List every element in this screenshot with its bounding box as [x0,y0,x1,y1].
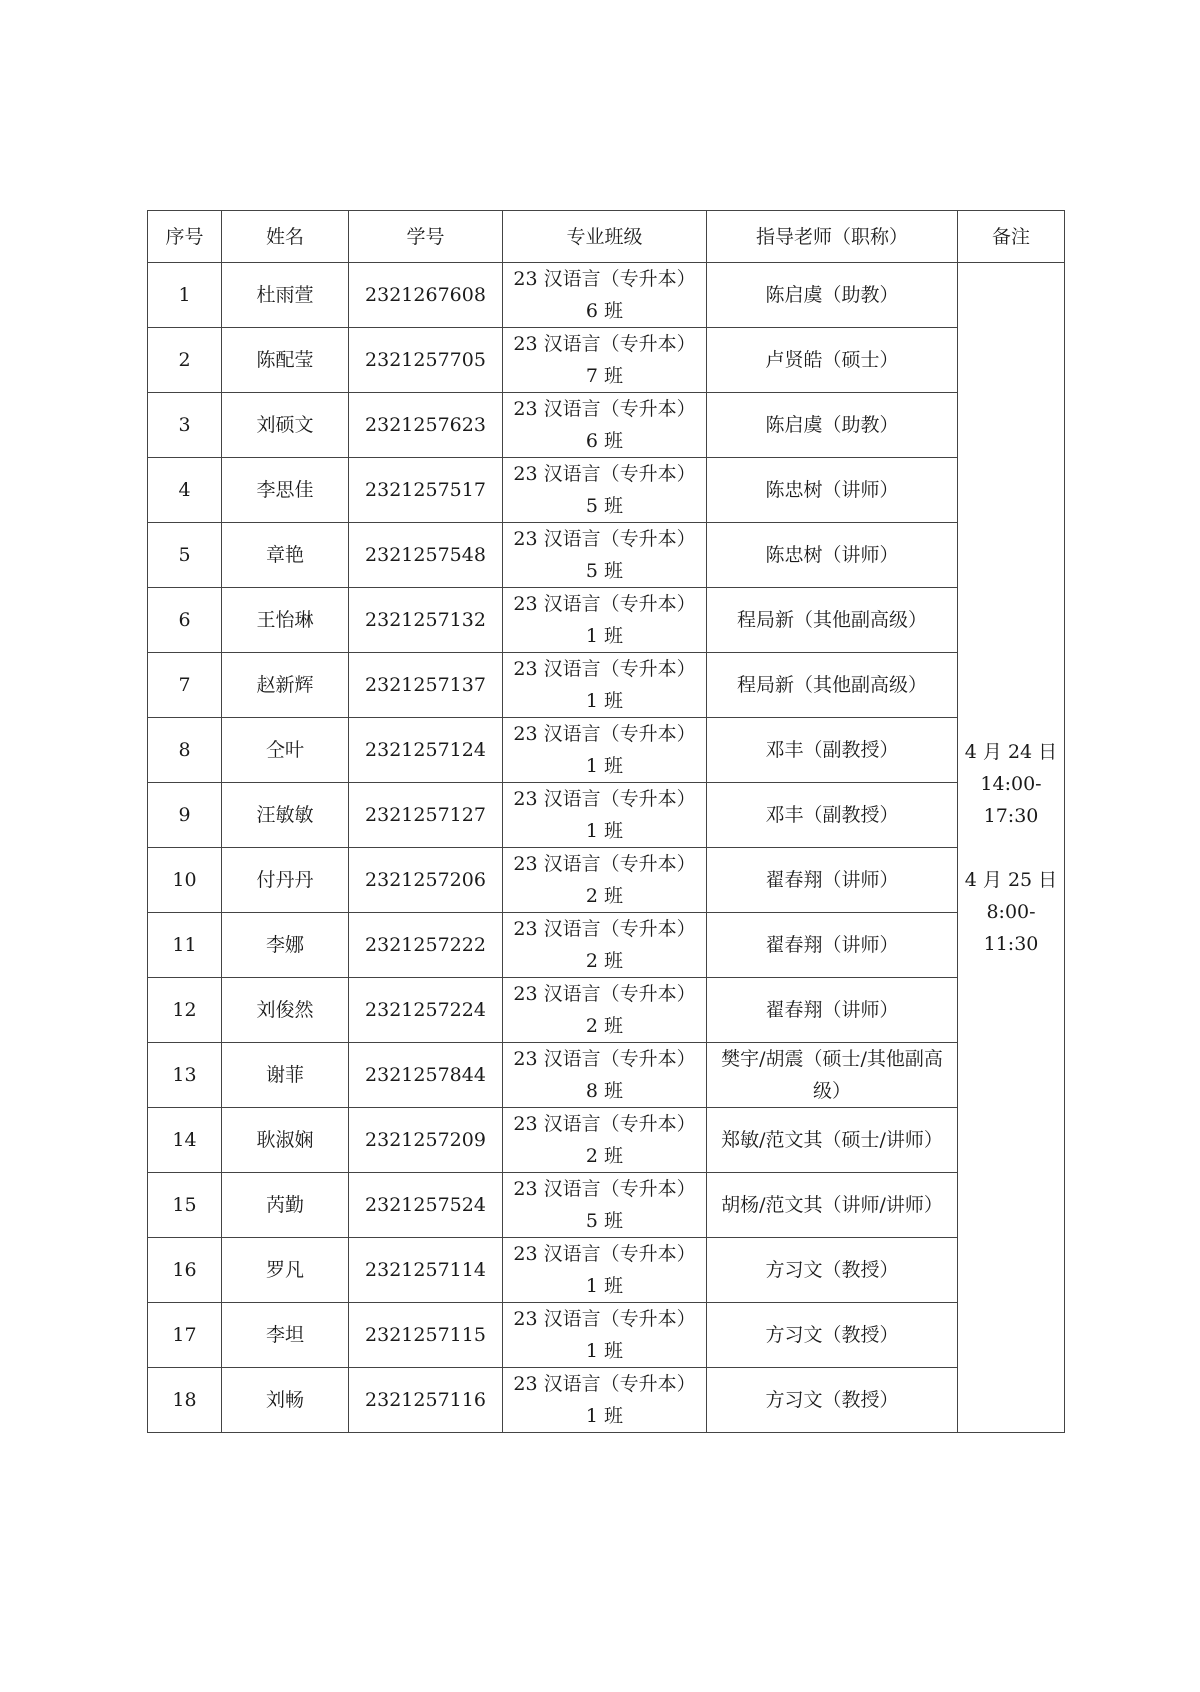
class-line-2: 5 班 [585,1210,624,1232]
cell-name: 耿淑娴 [222,1108,349,1173]
cell-student-id: 2321257115 [349,1303,503,1368]
cell-student-id: 2321257137 [349,653,503,718]
table-row [148,1108,1065,1173]
class-line-2: 1 班 [585,820,624,842]
cell-index: 15 [148,1173,222,1238]
cell-class [503,263,707,328]
class-line-2: 2 班 [585,1015,624,1037]
cell-student-id: 2321257623 [349,393,503,458]
cell-advisor: 邓丰（副教授） [707,783,958,848]
table-row [148,1043,1065,1108]
cell-student-id: 2321257224 [349,978,503,1043]
cell-index: 11 [148,913,222,978]
class-line-1: 23 汉语言（专升本） [513,398,696,420]
table-row [148,328,1065,393]
class-line-1: 23 汉语言（专升本） [513,268,696,290]
cell-name: 陈配莹 [222,328,349,393]
table-row [148,848,1065,913]
cell-index: 2 [148,328,222,393]
class-line-1: 23 汉语言（专升本） [513,528,696,550]
cell-name: 章艳 [222,523,349,588]
class-line-2: 1 班 [585,755,624,777]
cell-note-schedule [958,263,1065,1433]
cell-class [503,1368,707,1433]
cell-index: 8 [148,718,222,783]
cell-class [503,393,707,458]
class-line-1: 23 汉语言（专升本） [513,1243,696,1265]
class-line-1: 23 汉语言（专升本） [513,723,696,745]
class-line-1: 23 汉语言（专升本） [513,1178,696,1200]
cell-name: 谢菲 [222,1043,349,1108]
cell-class [503,653,707,718]
cell-name: 仝叶 [222,718,349,783]
class-line-1: 23 汉语言（专升本） [513,1308,696,1330]
class-line-2: 2 班 [585,885,624,907]
schedule-slot-1 [962,736,1060,832]
cell-name: 刘硕文 [222,393,349,458]
class-line-2: 2 班 [585,950,624,972]
cell-name: 李思佳 [222,458,349,523]
class-line-1: 23 汉语言（专升本） [513,1373,696,1395]
cell-name: 赵新辉 [222,653,349,718]
cell-name: 付丹丹 [222,848,349,913]
class-line-1: 23 汉语言（专升本） [513,333,696,355]
class-line-2: 6 班 [585,430,624,452]
student-roster-table [147,210,1065,1433]
header-advisor: 指导老师（职称） [707,211,958,263]
table-row [148,1173,1065,1238]
class-line-1: 23 汉语言（专升本） [513,463,696,485]
cell-advisor: 邓丰（副教授） [707,718,958,783]
cell-advisor: 翟春翔（讲师） [707,848,958,913]
slot-2-time: 8:00- [986,900,1036,923]
cell-student-id: 2321257114 [349,1238,503,1303]
cell-index: 9 [148,783,222,848]
cell-student-id: 2321257524 [349,1173,503,1238]
cell-name: 王怡琳 [222,588,349,653]
cell-student-id: 2321257705 [349,328,503,393]
cell-index: 18 [148,1368,222,1433]
header-row [148,211,1065,263]
cell-name: 罗凡 [222,1238,349,1303]
cell-class [503,328,707,393]
cell-index: 17 [148,1303,222,1368]
cell-name: 刘俊然 [222,978,349,1043]
table-body [148,263,1065,1433]
cell-advisor: 方习文（教授） [707,1368,958,1433]
table-row [148,978,1065,1043]
header-class: 专业班级 [503,211,707,263]
header-index: 序号 [148,211,222,263]
class-line-2: 1 班 [585,1275,624,1297]
cell-advisor: 程局新（其他副高级） [707,588,958,653]
cell-class [503,848,707,913]
cell-index: 1 [148,263,222,328]
cell-class [503,1303,707,1368]
class-line-1: 23 汉语言（专升本） [513,593,696,615]
class-line-1: 23 汉语言（专升本） [513,788,696,810]
class-line-1: 23 汉语言（专升本） [513,853,696,875]
class-line-2: 1 班 [585,1405,624,1427]
table-row [148,523,1065,588]
cell-advisor: 方习文（教授） [707,1303,958,1368]
table-row [148,1368,1065,1433]
cell-class [503,718,707,783]
table-header [148,211,1065,263]
cell-index: 10 [148,848,222,913]
cell-student-id: 2321257517 [349,458,503,523]
class-line-2: 1 班 [585,1340,624,1362]
cell-name: 李娜 [222,913,349,978]
cell-advisor: 翟春翔（讲师） [707,978,958,1043]
slot-2-date: 4 月 25 日 [964,868,1058,891]
cell-class [503,1108,707,1173]
class-line-1: 23 汉语言（专升本） [513,918,696,940]
cell-advisor: 卢贤皓（硕士） [707,328,958,393]
cell-class [503,1238,707,1303]
cell-index: 5 [148,523,222,588]
class-line-2: 7 班 [585,365,624,387]
cell-advisor: 方习文（教授） [707,1238,958,1303]
cell-student-id: 2321257124 [349,718,503,783]
cell-class [503,588,707,653]
class-line-1: 23 汉语言（专升本） [513,1113,696,1135]
cell-advisor: 翟春翔（讲师） [707,913,958,978]
cell-index: 3 [148,393,222,458]
cell-student-id: 2321257209 [349,1108,503,1173]
cell-index: 6 [148,588,222,653]
cell-class [503,458,707,523]
cell-advisor: 程局新（其他副高级） [707,653,958,718]
cell-advisor: 胡杨/范文其（讲师/讲师） [707,1173,958,1238]
cell-student-id: 2321257206 [349,848,503,913]
class-line-1: 23 汉语言（专升本） [513,1048,696,1070]
slot-1-end: 17:30 [983,804,1039,827]
class-line-1: 23 汉语言（专升本） [513,983,696,1005]
class-line-2: 2 班 [585,1145,624,1167]
class-line-2: 5 班 [585,495,624,517]
class-line-1: 23 汉语言（专升本） [513,658,696,680]
cell-advisor: 陈启虞（助教） [707,263,958,328]
cell-name: 刘畅 [222,1368,349,1433]
table-row [148,1303,1065,1368]
table-row [148,263,1065,328]
cell-advisor: 陈启虞（助教） [707,393,958,458]
table-row [148,653,1065,718]
cell-student-id: 2321257116 [349,1368,503,1433]
cell-advisor: 陈忠树（讲师） [707,523,958,588]
cell-class [503,783,707,848]
class-line-2: 5 班 [585,560,624,582]
class-line-2: 1 班 [585,690,624,712]
cell-index: 14 [148,1108,222,1173]
schedule-slot-2 [962,864,1060,960]
header-name: 姓名 [222,211,349,263]
cell-name: 汪敏敏 [222,783,349,848]
cell-student-id: 2321257127 [349,783,503,848]
cell-advisor: 郑敏/范文其（硕士/讲师） [707,1108,958,1173]
cell-index: 4 [148,458,222,523]
cell-name: 李坦 [222,1303,349,1368]
slot-1-time: 14:00- [980,772,1042,795]
class-line-2: 1 班 [585,625,624,647]
cell-student-id: 2321257844 [349,1043,503,1108]
cell-student-id: 2321257548 [349,523,503,588]
cell-class [503,1173,707,1238]
class-line-2: 6 班 [585,300,624,322]
cell-student-id: 2321257132 [349,588,503,653]
slot-1-date: 4 月 24 日 [964,740,1058,763]
cell-advisor: 樊宇/胡震（硕士/其他副高级） [707,1043,958,1108]
cell-index: 12 [148,978,222,1043]
cell-class [503,1043,707,1108]
table-row [148,458,1065,523]
class-line-2: 8 班 [585,1080,624,1102]
slot-2-end: 11:30 [983,932,1039,955]
cell-index: 16 [148,1238,222,1303]
header-note: 备注 [958,211,1065,263]
cell-index: 13 [148,1043,222,1108]
cell-class [503,978,707,1043]
table-row [148,1238,1065,1303]
schedule-gap [962,832,1060,864]
cell-class [503,913,707,978]
table-row [148,588,1065,653]
cell-index: 7 [148,653,222,718]
table-row [148,718,1065,783]
cell-class [503,523,707,588]
cell-name: 芮勤 [222,1173,349,1238]
table-row [148,783,1065,848]
cell-student-id: 2321267608 [349,263,503,328]
table-row [148,913,1065,978]
cell-student-id: 2321257222 [349,913,503,978]
cell-name: 杜雨萱 [222,263,349,328]
cell-advisor: 陈忠树（讲师） [707,458,958,523]
header-student-id: 学号 [349,211,503,263]
table-row [148,393,1065,458]
